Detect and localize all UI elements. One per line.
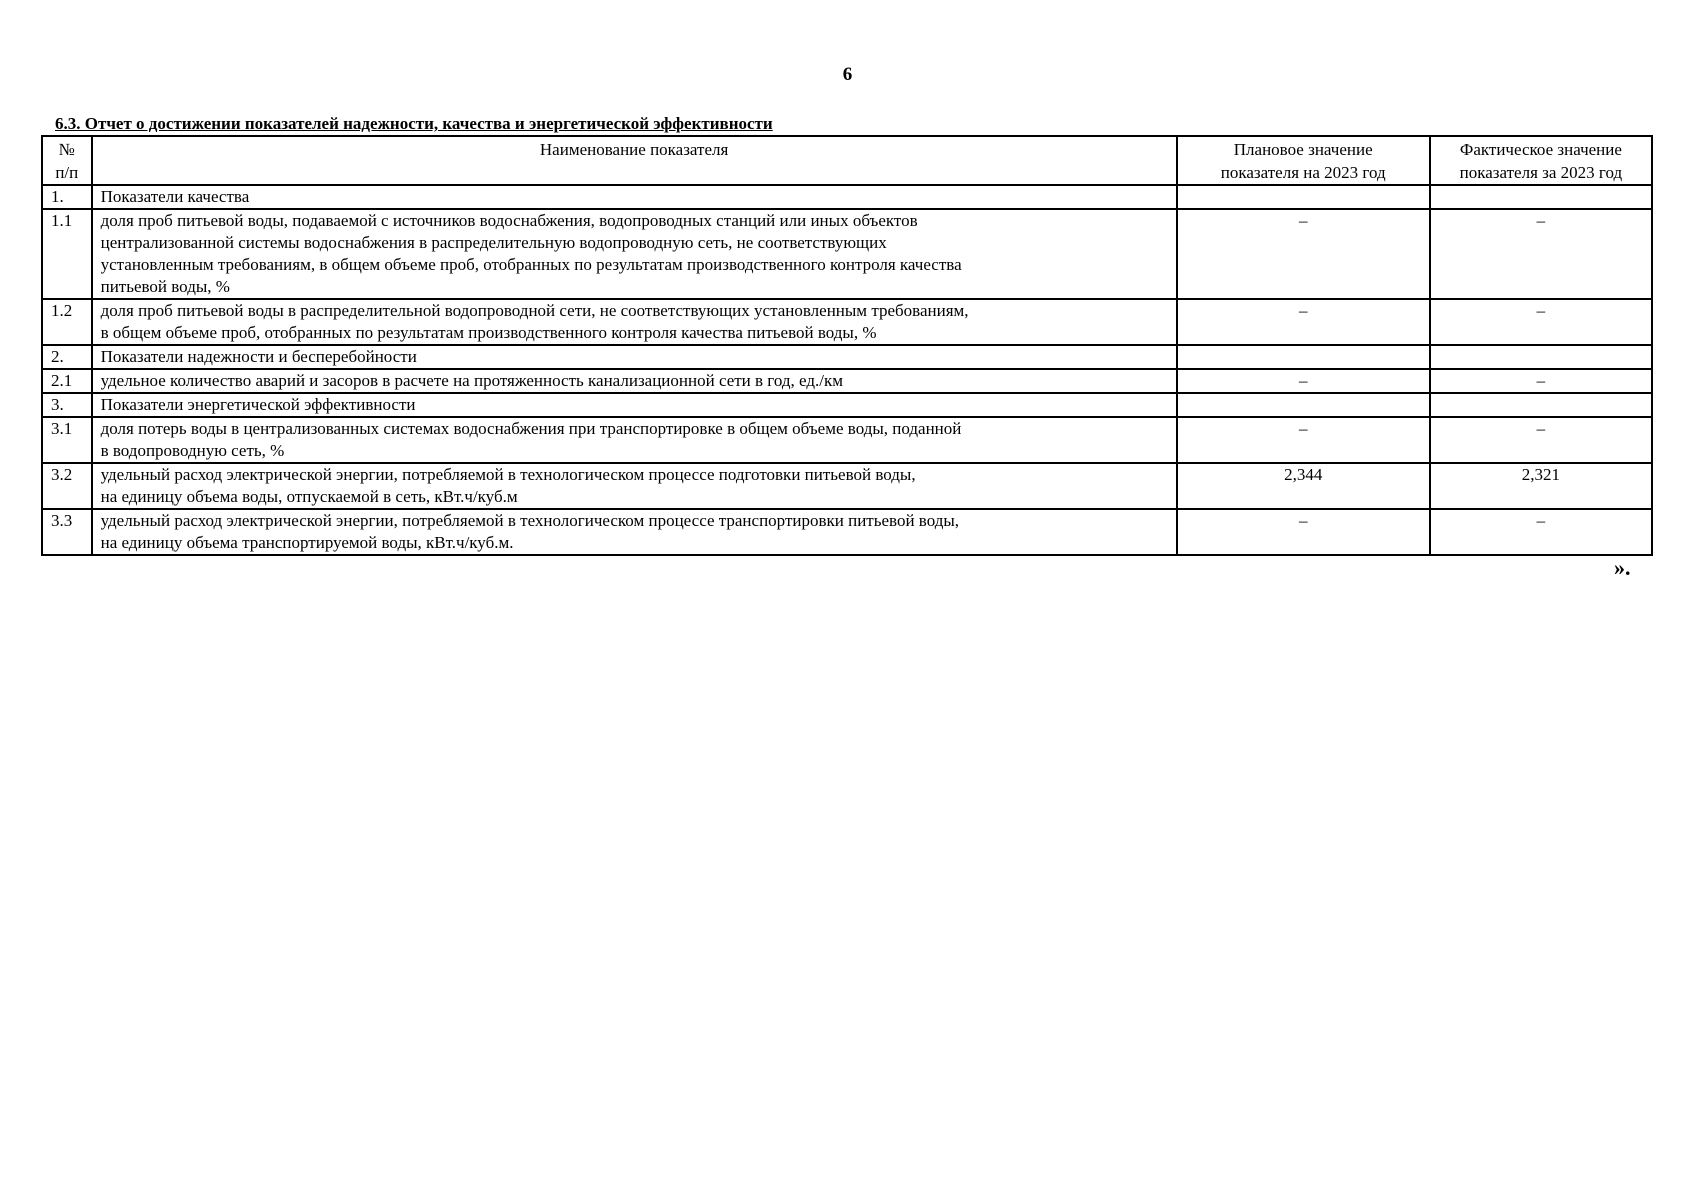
row-name: удельное количество аварий и засоров в расчете на протяженность канализационной сети в год, ед./км	[92, 369, 1177, 393]
row-name: Показатели качества	[92, 185, 1177, 209]
row-num: 3.1	[42, 417, 92, 463]
row-plan: –	[1177, 417, 1430, 463]
table-row	[42, 463, 1652, 509]
table-row	[42, 509, 1652, 555]
row-fact: 2,321	[1430, 463, 1652, 509]
row-plan: –	[1177, 369, 1430, 393]
row-plan	[1177, 393, 1430, 417]
row-plan	[1177, 185, 1430, 209]
header-num: № п/п	[42, 136, 92, 185]
row-num: 2.1	[42, 369, 92, 393]
row-num: 1.2	[42, 299, 92, 345]
indicators-table	[41, 135, 1653, 556]
row-name: доля проб питьевой воды в распределительной водопроводной сети, не соответствующих установленным требованиям, в общем объеме проб, отобранных по результатам производственного контроля качества питьевой воды, %	[92, 299, 1177, 345]
page-number: 6	[842, 64, 853, 85]
row-name: Показатели надежности и бесперебойности	[92, 345, 1177, 369]
row-fact: –	[1430, 299, 1652, 345]
row-num: 1.	[42, 185, 92, 209]
row-fact	[1430, 393, 1652, 417]
row-name: удельный расход электрической энергии, потребляемой в технологическом процессе транспортировки питьевой воды, на единицу объема транспортируемой воды, кВт.ч/куб.м.	[92, 509, 1177, 555]
row-name: доля потерь воды в централизованных системах водоснабжения при транспортировке в общем объеме воды, поданной в водопроводную сеть, %	[92, 417, 1177, 463]
row-plan: 2,344	[1177, 463, 1430, 509]
table-header-row	[42, 136, 1652, 185]
row-fact: –	[1430, 369, 1652, 393]
table-row	[42, 209, 1652, 299]
row-num: 3.2	[42, 463, 92, 509]
row-name: Показатели энергетической эффективности	[92, 393, 1177, 417]
table-row	[42, 369, 1652, 393]
header-name: Наименование показателя	[92, 136, 1177, 185]
row-plan: –	[1177, 509, 1430, 555]
row-num: 3.3	[42, 509, 92, 555]
table-row	[42, 185, 1652, 209]
table-row	[42, 299, 1652, 345]
closing-quote: ».	[1614, 555, 1631, 580]
row-plan: –	[1177, 209, 1430, 299]
row-fact: –	[1430, 209, 1652, 299]
row-fact	[1430, 345, 1652, 369]
row-num: 1.1	[42, 209, 92, 299]
section-title: 6.3. Отчет о достижении показателей надежности, качества и энергетической эффективности	[55, 114, 773, 133]
row-plan	[1177, 345, 1430, 369]
table-row	[42, 417, 1652, 463]
row-num: 2.	[42, 345, 92, 369]
table-row	[42, 393, 1652, 417]
row-name: доля проб питьевой воды, подаваемой с источников водоснабжения, водопроводных станций или иных объектов централизованной системы водоснабжения в распределительную водопроводную сеть, не соответствующих установленным требованиям, в общем объеме проб, отобранных по результатам производственного контроля качества питьевой воды, %	[92, 209, 1177, 299]
row-fact: –	[1430, 417, 1652, 463]
table-row	[42, 345, 1652, 369]
row-name: удельный расход электрической энергии, потребляемой в технологическом процессе подготовки питьевой воды, на единицу объема воды, отпускаемой в сеть, кВт.ч/куб.м	[92, 463, 1177, 509]
row-num: 3.	[42, 393, 92, 417]
header-fact: Фактическое значение показателя за 2023 год	[1430, 136, 1652, 185]
row-fact: –	[1430, 509, 1652, 555]
row-fact	[1430, 185, 1652, 209]
row-plan: –	[1177, 299, 1430, 345]
header-plan: Плановое значение показателя на 2023 год	[1177, 136, 1430, 185]
